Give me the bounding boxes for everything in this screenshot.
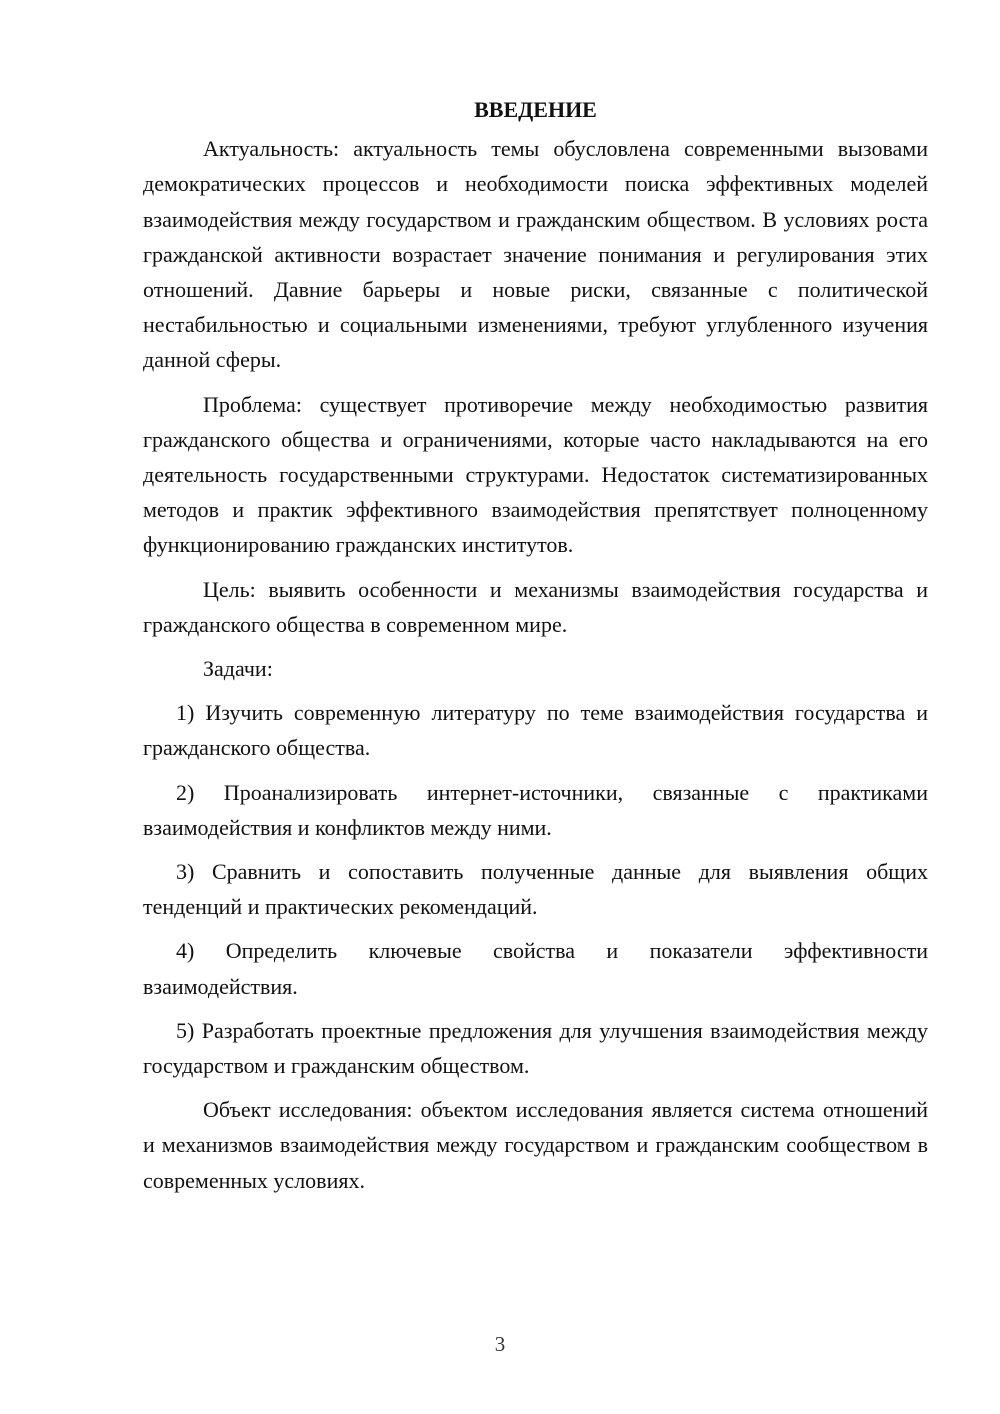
task-item: 4) Определить ключевые свойства и показатели эффективности взаимодействия.: [143, 938, 928, 999]
page-content: [143, 92, 928, 1207]
goal-paragraph: Цель: выявить особенности и механизмы взаимодействия государства и гражданского общества в современном мире.: [143, 576, 928, 637]
relevance-paragraph: Актуальность: актуальность темы обусловлена современными вызовами демократических процессов и необходимости поиска эффективных моделей взаимодействия между государством и гражданским обществом. В условиях роста гражданской активности возрастает значение понимания и регулирования этих отношений. Давние барьеры и новые риски, связанные с политической нестабильностью и социальными изменениями, требуют углубленного изучения данной сферы.: [143, 136, 928, 373]
page-number: 3: [494, 1332, 506, 1356]
task-item: 1) Изучить современную литературу по теме взаимодействия государства и гражданского общества.: [143, 700, 928, 761]
object-paragraph: Объект исследования: объектом исследования является система отношений и механизмов взаимодействия между государством и гражданским сообществом в современных условиях.: [143, 1097, 928, 1193]
section-heading: ВВЕДЕНИЕ: [474, 97, 597, 122]
task-item: 3) Сравнить и сопоставить полученные данные для выявления общих тенденций и практических рекомендаций.: [143, 859, 928, 920]
task-item: 2) Проанализировать интернет-источники, связанные с практиками взаимодействия и конфликтов между ними.: [143, 779, 928, 840]
tasks-label: Задачи:: [203, 656, 273, 682]
task-item: 5) Разработать проектные предложения для улучшения взаимодействия между государством и гражданским обществом.: [143, 1017, 928, 1079]
problem-paragraph: Проблема: существует противоречие между необходимостью развития гражданского общества и ограничениями, которые часто накладываются на его деятельность государственными структурами. Недостаток систематизированных методов и практик эффективного взаимодействия препятствует полноценному функционированию гражданских институтов.: [143, 391, 928, 558]
